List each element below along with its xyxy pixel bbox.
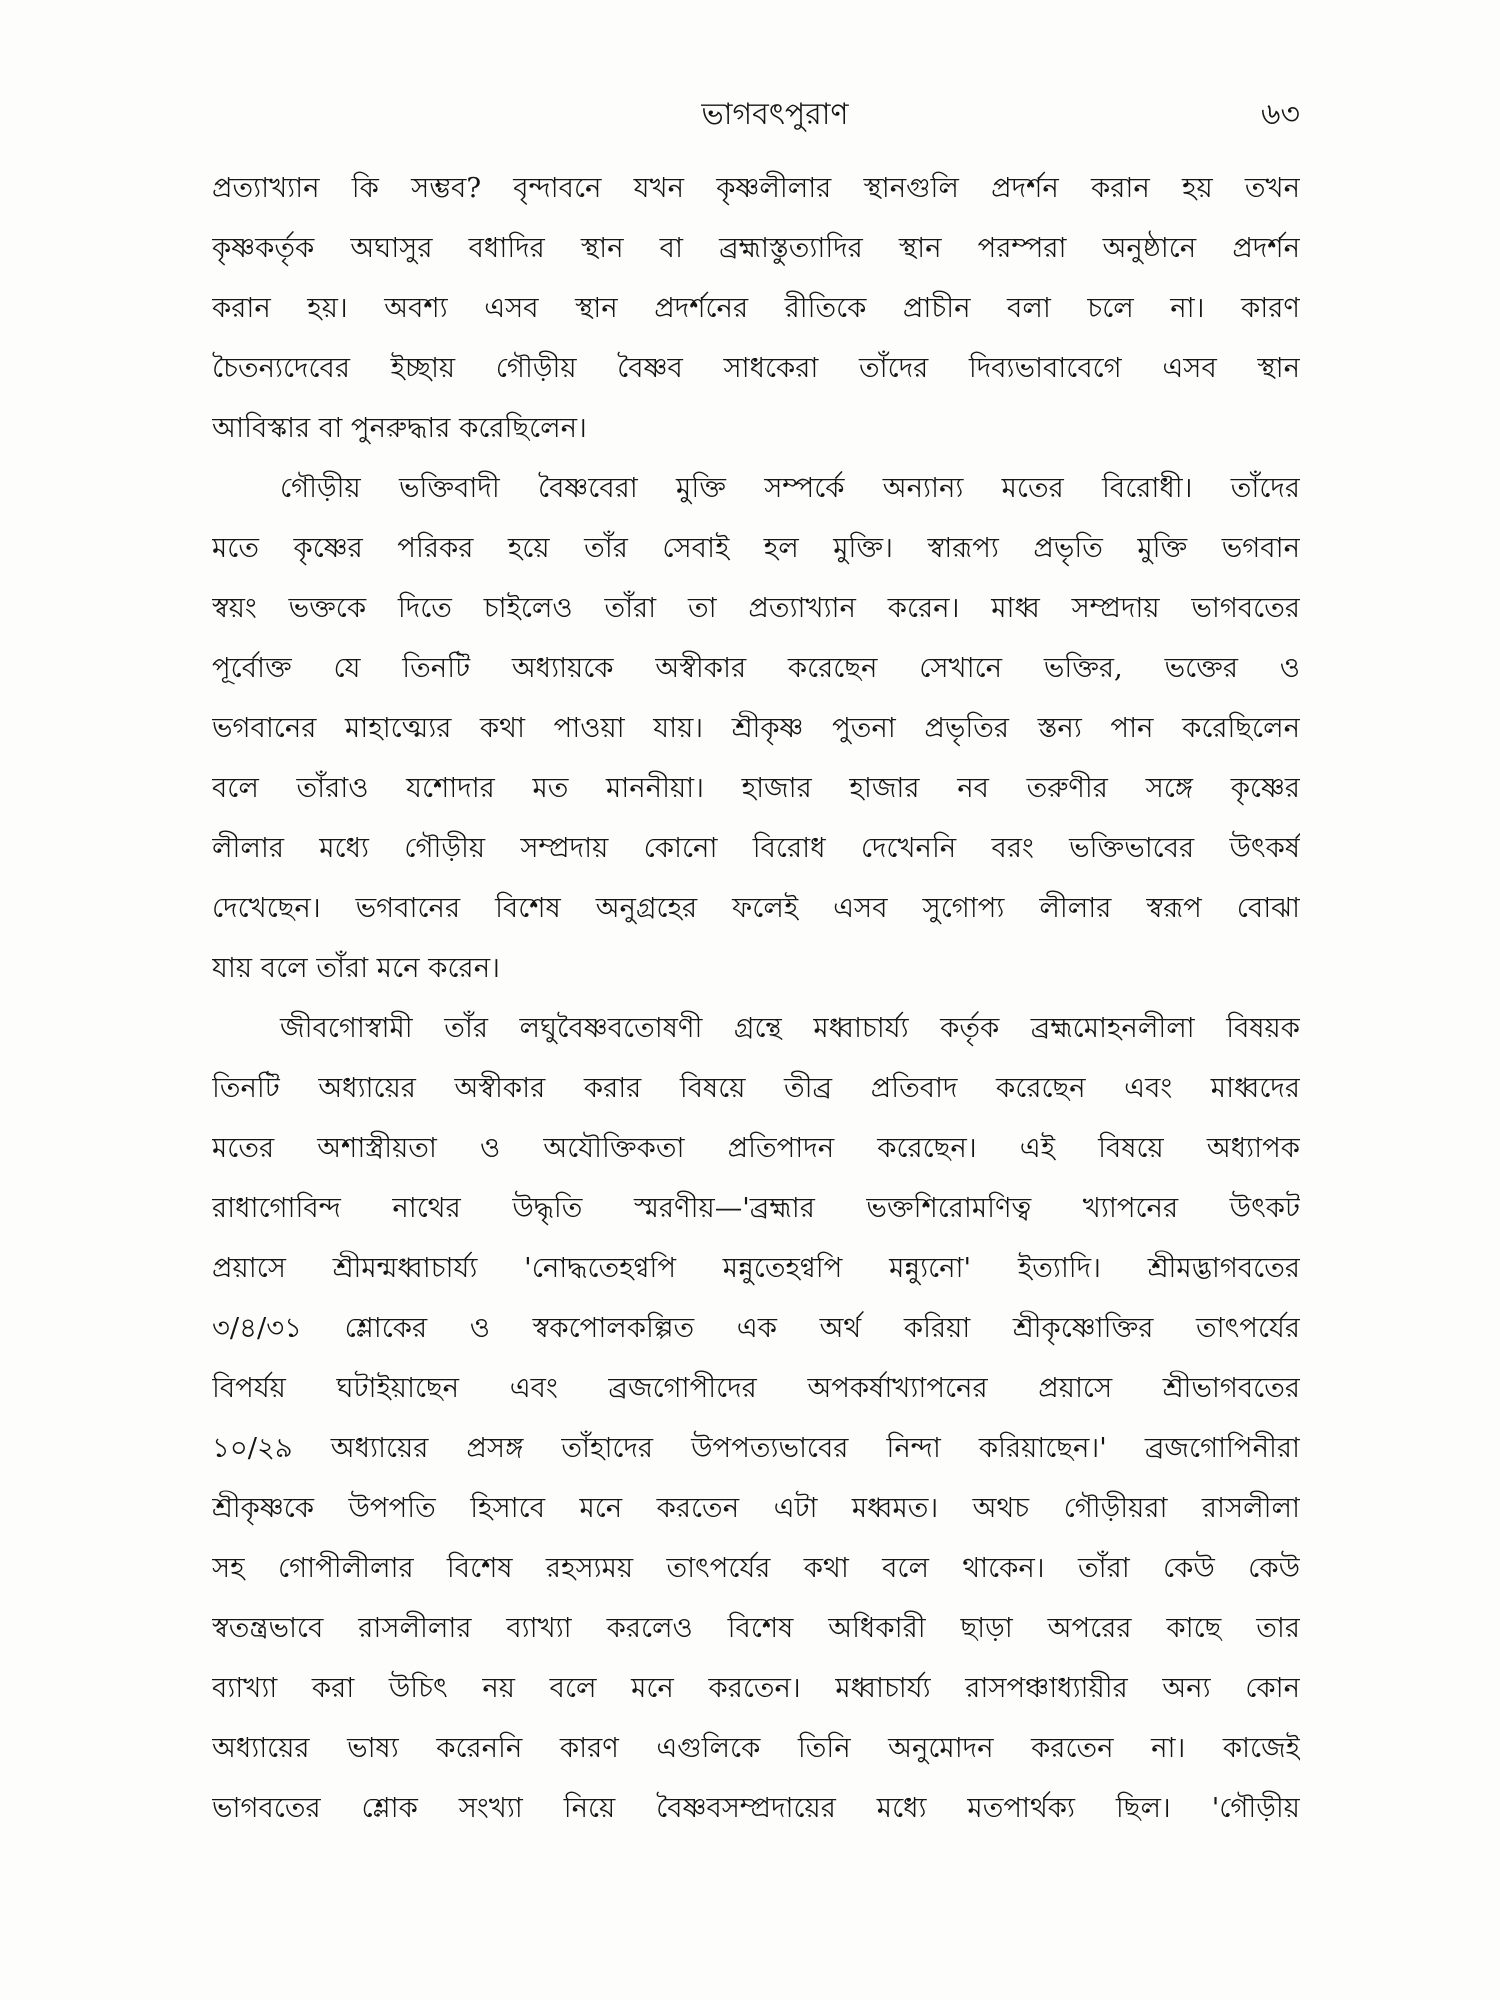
text-line: ৩/৪/৩১ শ্লোকের ও স্বকপোলকল্পিত এক অর্থ করিয়া শ্রীকৃষ্ণোক্তির তাৎপর্যের	[212, 1312, 1300, 1344]
text-line: দেখেছেন। ভগবানের বিশেষ অনুগ্রহের ফলেই এসব সুগোপ্য লীলার স্বরূপ বোঝা	[212, 892, 1300, 924]
text-line: ভাগবতের শ্লোক সংখ্যা নিয়ে বৈষ্ণবসম্প্রদায়ের মধ্যে মতপার্থক্য ছিল। 'গৌড়ীয়	[212, 1792, 1300, 1824]
text-line: বিপর্যয় ঘটাইয়াছেন এবং ব্রজগোপীদের অপকর্ষাখ্যাপনের প্রয়াসে শ্রীভাগবতের	[212, 1372, 1300, 1404]
text-line: স্বতন্ত্রভাবে রাসলীলার ব্যাখ্যা করলেও বিশেষ অধিকারী ছাড়া অপরের কাছে তার	[212, 1612, 1300, 1644]
page-header	[210, 90, 1300, 140]
text-line: তিনটি অধ্যায়ের অস্বীকার করার বিষয়ে তীব্র প্রতিবাদ করেছেন এবং মাধ্বদের	[212, 1072, 1300, 1104]
text-line: সহ গোপীলীলার বিশেষ রহস্যময় তাৎপর্যের কথা বলে থাকেন। তাঁরা কেউ কেউ	[212, 1552, 1300, 1584]
page-number: ৬৩	[1260, 97, 1300, 132]
text-line: ১০/২৯ অধ্যায়ের প্রসঙ্গ তাঁহাদের উপপত্যভাবের নিন্দা করিয়াছেন।' ব্রজগোপিনীরা	[212, 1432, 1300, 1464]
text-line: লীলার মধ্যে গৌড়ীয় সম্প্রদায় কোনো বিরোধ দেখেননি বরং ভক্তিভাবের উৎকর্ষ	[212, 832, 1300, 864]
text-line: স্বয়ং ভক্তকে দিতে চাইলেও তাঁরা তা প্রত্যাখ্যান করেন। মাধ্ব সম্প্রদায় ভাগবতের	[212, 592, 1300, 624]
body-text	[212, 158, 1300, 1838]
text-line: আবিস্কার বা পুনরুদ্ধার করেছিলেন।	[212, 412, 587, 444]
text-line: প্রয়াসে শ্রীমন্মধ্বাচার্য্য 'নোদ্ধতেহণ্বপি মন্নুতেহণ্বপি মন্ন্যুনো' ইত্যাদি। শ্রীমদ্ভাগবতের	[212, 1252, 1300, 1284]
text-line: বলে তাঁরাও যশোদার মত মাননীয়া। হাজার হাজার নব তরুণীর সঙ্গে কৃষ্ণের	[212, 772, 1300, 804]
text-line: যায় বলে তাঁরা মনে করেন।	[212, 952, 500, 984]
text-line: মতের অশাস্ত্রীয়তা ও অযৌক্তিকতা প্রতিপাদন করেছেন। এই বিষয়ে অধ্যাপক	[212, 1132, 1300, 1164]
text-line: কৃষ্ণকর্তৃক অঘাসুর বধাদির স্থান বা ব্রহ্মাস্তুত্যাদির স্থান পরম্পরা অনুষ্ঠানে প্রদর্শন	[212, 232, 1300, 264]
text-line-paragraph-start: গৌড়ীয় ভক্তিবাদী বৈষ্ণবেরা মুক্তি সম্পর্কে অন্যান্য মতের বিরোধী। তাঁদের	[280, 472, 1300, 504]
text-line: চৈতন্যদেবের ইচ্ছায় গৌড়ীয় বৈষ্ণব সাধকেরা তাঁদের দিব্যভাবাবেগে এসব স্থান	[212, 352, 1300, 384]
text-line: ভগবানের মাহাত্ম্যের কথা পাওয়া যায়। শ্রীকৃষ্ণ পুতনা প্রভৃতির স্তন্য পান করেছিলেন	[212, 712, 1300, 744]
text-line: করান হয়। অবশ্য এসব স্থান প্রদর্শনের রীতিকে প্রাচীন বলা চলে না। কারণ	[212, 292, 1300, 324]
text-line: শ্রীকৃষ্ণকে উপপতি হিসাবে মনে করতেন এটা মধ্বমত। অথচ গৌড়ীয়রা রাসলীলা	[212, 1492, 1300, 1524]
text-line: মতে কৃষ্ণের পরিকর হয়ে তাঁর সেবাই হল মুক্তি। স্বারূপ্য প্রভৃতি মুক্তি ভগবান	[212, 532, 1300, 564]
text-line: রাধাগোবিন্দ নাথের উদ্ধৃতি স্মরণীয়—'ব্রহ্মার ভক্তশিরোমণিত্ব খ্যাপনের উৎকট	[212, 1192, 1300, 1224]
text-line: অধ্যায়ের ভাষ্য করেননি কারণ এগুলিকে তিনি অনুমোদন করতেন না। কাজেই	[212, 1732, 1300, 1764]
running-title: ভাগবৎপুরাণ	[701, 97, 849, 132]
text-line-paragraph-start: জীবগোস্বামী তাঁর লঘুবৈষ্ণবতোষণী গ্রন্থে মধ্বাচার্য্য কর্তৃক ব্রহ্মমোহনলীলা বিষয়ক	[280, 1012, 1300, 1044]
text-line: ব্যাখ্যা করা উচিৎ নয় বলে মনে করতেন। মধ্বাচার্য্য রাসপঞ্চাধ্যায়ীর অন্য কোন	[212, 1672, 1300, 1704]
text-line: প্রত্যাখ্যান কি সম্ভব? বৃন্দাবনে যখন কৃষ্ণলীলার স্থানগুলি প্রদর্শন করান হয় তখন	[212, 172, 1300, 204]
text-line: পূর্বোক্ত যে তিনটি অধ্যায়কে অস্বীকার করেছেন সেখানে ভক্তির, ভক্তের ও	[212, 652, 1300, 684]
